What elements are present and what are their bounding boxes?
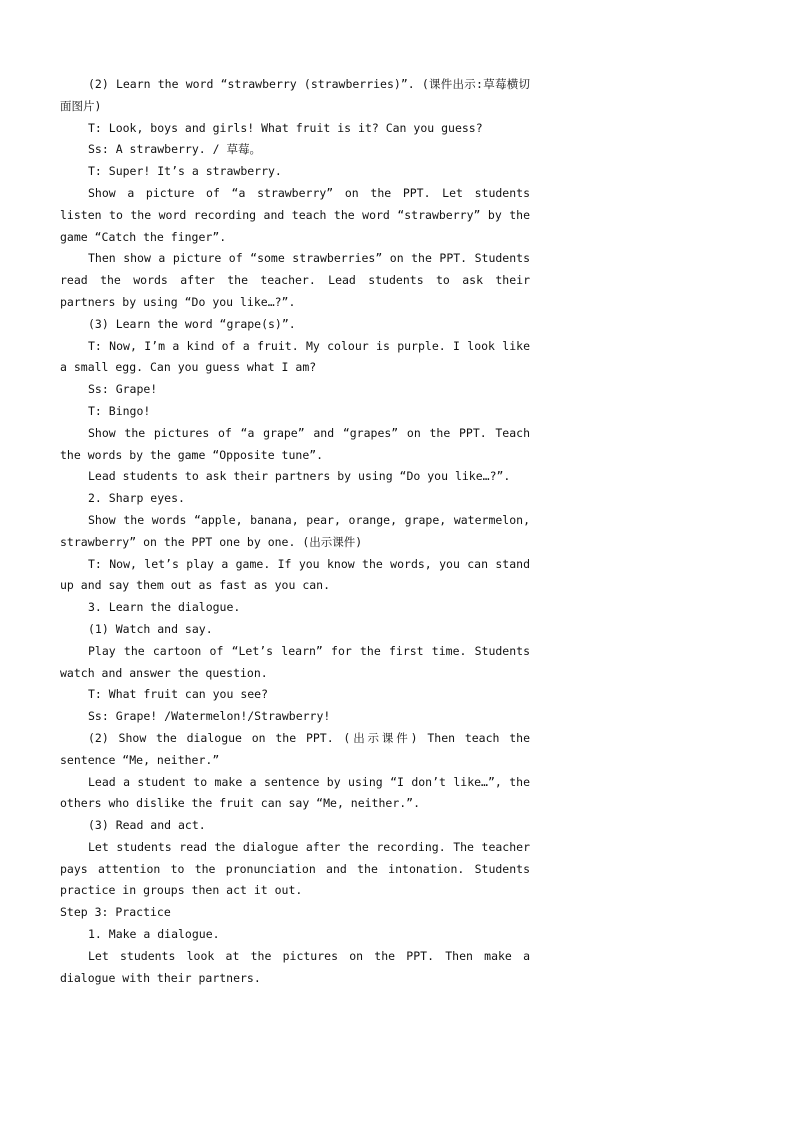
paragraph-students-answer-1: Ss: A strawberry. / 草莓。 <box>88 142 261 157</box>
section-heading-practice: Step 3: Practice <box>60 905 171 920</box>
paragraph-make-dialogue: 1. Make a dialogue. <box>88 927 220 942</box>
paragraph-show-words: Show the words “apple, banana, pear, orange, grape, watermelon, strawberry” on the PPT one by one. (出示课件) <box>60 512 530 549</box>
paragraph-teacher-reply-2: T: Bingo! <box>88 403 151 418</box>
paragraph-lead-sentence: Lead a student to make a sentence by using “I don’t like…”, the others who dislike the fruit can say “Me, neither.”. <box>60 774 530 811</box>
paragraph-learn-grape: (3) Learn the word “grape(s)”. <box>88 316 296 331</box>
paragraph-read-recording: Let students read the dialogue after the recording. The teacher pays attention to the pronunciation and the intonation. Students practice in groups then act it out. <box>60 839 530 898</box>
paragraph-show-strawberries: Then show a picture of “some strawberries” on the PPT. Students read the words after the teacher. Lead students to ask their partners by using “Do you like…?”. <box>60 251 530 309</box>
paragraph-teacher-question-1: T: Look, boys and girls! What fruit is it? Can you guess? <box>88 120 483 135</box>
paragraph-teacher-riddle: T: Now, I’m a kind of a fruit. My colour is purple. I look like a small egg. Can you guess what I am? <box>60 338 530 375</box>
paragraph-students-answer-2: Ss: Grape! <box>88 382 158 397</box>
paragraph-teacher-question-3: T: What fruit can you see? <box>88 687 269 702</box>
document-body <box>60 74 530 989</box>
paragraph-look-pictures: Let students look at the pictures on the PPT. Then make a dialogue with their partners. <box>60 948 530 985</box>
paragraph-teacher-reply-1: T: Super! It’s a strawberry. <box>88 164 282 179</box>
paragraph-show-strawberry: Show a picture of “a strawberry” on the PPT. Let students listen to the word recording and teach the word “strawberry” by the game “Catch the finger”. <box>60 185 530 244</box>
paragraph-play-cartoon: Play the cartoon of “Let’s learn” for the first time. Students watch and answer the question. <box>60 643 530 680</box>
paragraph-show-grapes: Show the pictures of “a grape” and “grapes” on the PPT. Teach the words by the game “Opposite tune”. <box>60 425 530 462</box>
paragraph-students-answer-3: Ss: Grape! /Watermelon!/Strawberry! <box>88 709 331 724</box>
paragraph-sharp-eyes: 2. Sharp eyes. <box>88 491 185 506</box>
paragraph-learn-dialogue: 3. Learn the dialogue. <box>88 600 241 615</box>
paragraph-learn-strawberry: (2) Learn the word “strawberry (strawberries)”. (课件出示:草莓横切面图片) <box>60 77 530 113</box>
paragraph-watch-say: (1) Watch and say. <box>88 621 213 636</box>
paragraph-show-dialogue: (2) Show the dialogue on the PPT. (出示课件) Then teach the sentence “Me, neither.” <box>60 730 530 767</box>
paragraph-lead-partners: Lead students to ask their partners by using “Do you like…?”. <box>88 469 511 484</box>
paragraph-play-game: T: Now, let’s play a game. If you know the words, you can stand up and say them out as fast as you can. <box>60 556 530 593</box>
paragraph-read-act: (3) Read and act. <box>88 818 206 833</box>
